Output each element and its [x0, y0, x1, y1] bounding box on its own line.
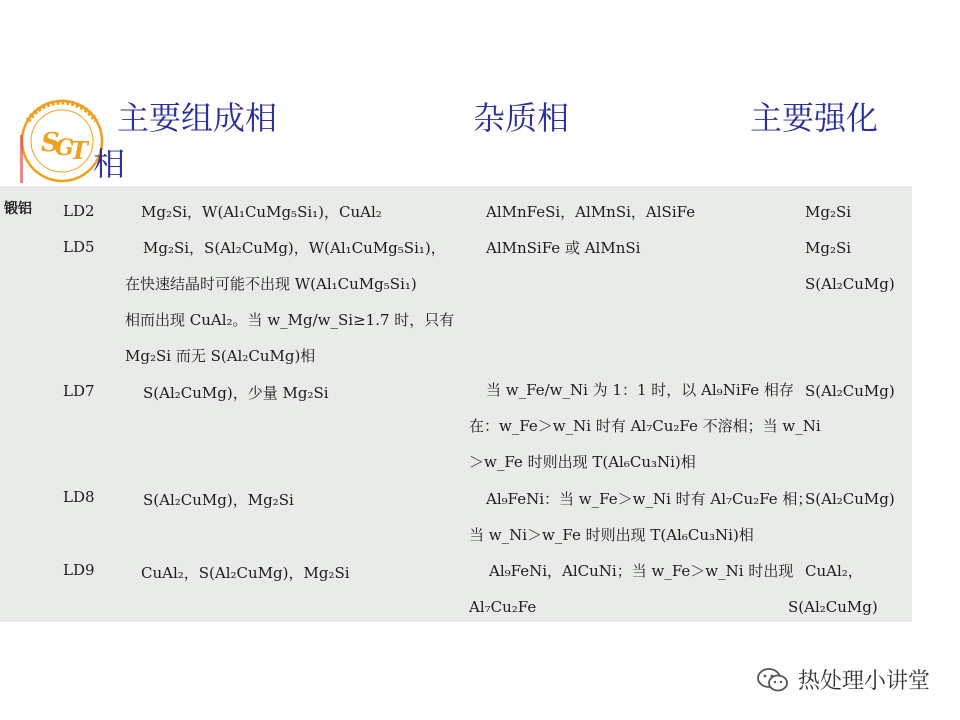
strengthen-line: Mg₂Si	[805, 203, 852, 221]
strengthen-line: S(Al₂CuMg)	[805, 490, 895, 508]
impurity-line: Al₇Cu₂Fe	[469, 598, 537, 616]
strengthen-line: S(Al₂CuMg)	[805, 382, 895, 400]
impurity-line: ＞w_Fe 时则出现 T(Al₆Cu₃Ni)相	[469, 453, 696, 471]
impurity-line: AlMnFeSi，AlMnSi，AlSiFe	[486, 203, 696, 221]
svg-text:G: G	[55, 135, 74, 161]
impurity-line: 当 w_Fe/w_Ni 为 1：1 时，以 Al₉NiFe 相存	[486, 381, 794, 399]
wechat-icon	[756, 667, 790, 693]
svg-text:T: T	[70, 136, 88, 165]
header-strengthening-phase: 主要强化	[750, 99, 879, 137]
strengthen-line: Mg₂Si	[805, 239, 852, 257]
main-phase-line: Mg₂Si，W(Al₁CuMg₅Si₁)，CuAl₂	[141, 203, 382, 221]
alloy-code: LD8	[63, 488, 95, 506]
header-impurity-phase: 杂质相	[473, 99, 570, 137]
header-main-phase: 主要组成相	[117, 99, 278, 137]
main-phase-line: S(Al₂CuMg)，Mg₂Si	[143, 491, 294, 509]
alloy-code: LD5	[63, 238, 95, 256]
strengthen-line: S(Al₂CuMg)	[788, 598, 878, 616]
main-phase-line: CuAl₂，S(Al₂CuMg)，Mg₂Si	[141, 564, 350, 582]
impurity-line: Al₉FeNi：当 w_Fe＞w_Ni 时有 Al₇Cu₂Fe 相；	[486, 490, 813, 508]
alloy-code: LD2	[63, 202, 95, 220]
wechat-watermark	[756, 664, 930, 695]
alloy-code: LD9	[63, 561, 95, 579]
main-phase-line: Mg₂Si，S(Al₂CuMg)，W(Al₁CuMg₅Si₁)，	[143, 239, 446, 257]
svg-text:S: S	[41, 128, 60, 158]
category-label: 锻铝	[4, 201, 32, 217]
impurity-line: 在：w_Fe＞w_Ni 时有 Al₇Cu₂Fe 不溶相；当 w_Ni	[469, 417, 821, 435]
main-phase-line: 相而出现 CuAl₂。当 w_Mg/w_Si≥1.7 时，只有	[125, 311, 455, 329]
impurity-line: 当 w_Ni＞w_Fe 时则出现 T(Al₆Cu₃Ni)相	[469, 526, 754, 544]
scanned-table	[0, 186, 912, 622]
main-phase-line: S(Al₂CuMg)，少量 Mg₂Si	[143, 384, 329, 402]
watermark-text: 热处理小讲堂	[797, 669, 930, 694]
strengthen-line: CuAl₂，	[805, 562, 863, 580]
strengthen-line: S(Al₂CuMg)	[805, 275, 895, 293]
impurity-line: Al₉FeNi，AlCuNi；当 w_Fe＞w_Ni 时出现	[489, 562, 794, 580]
main-phase-line: 在快速结晶时可能不出现 W(Al₁CuMg₅Si₁)	[125, 275, 417, 293]
impurity-line: AlMnSiFe 或 AlMnSi	[486, 239, 641, 257]
main-phase-line: Mg₂Si 而无 S(Al₂CuMg)相	[125, 347, 316, 365]
alloy-code: LD7	[63, 382, 95, 400]
header-strengthening-phase-wrap: 相	[93, 145, 126, 183]
